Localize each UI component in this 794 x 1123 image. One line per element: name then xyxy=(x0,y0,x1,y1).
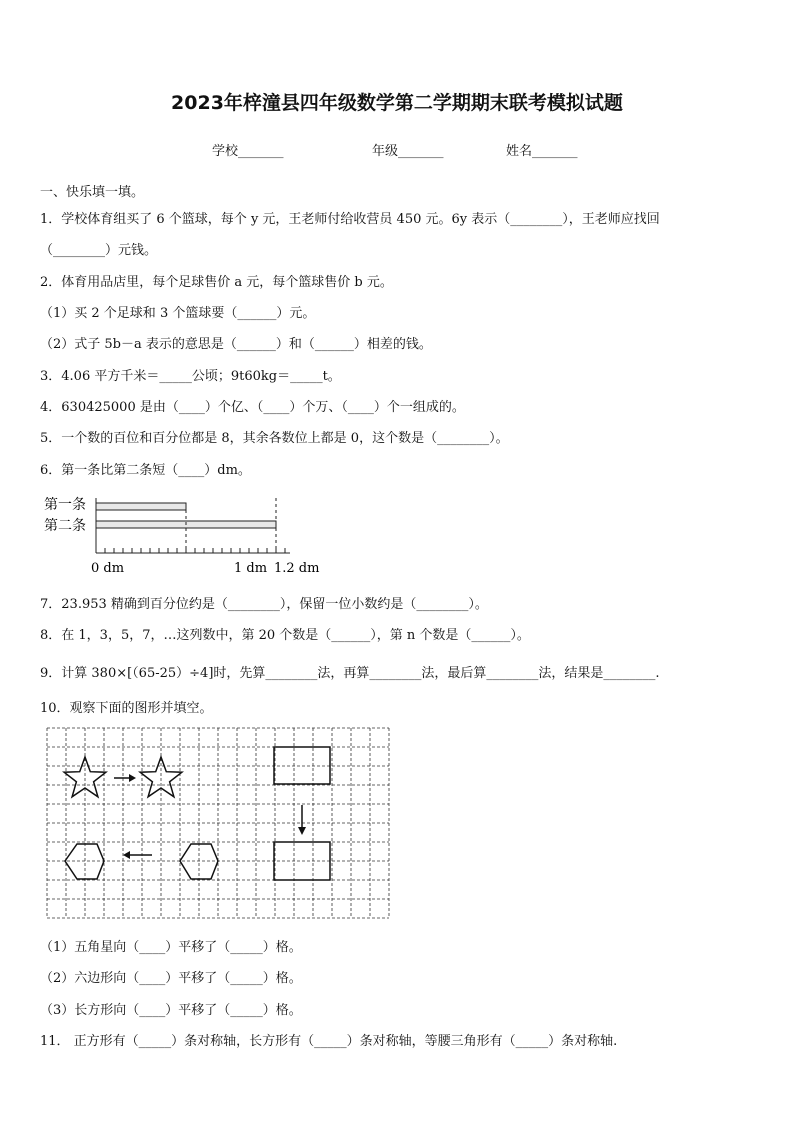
question-10-2: （2）六边形向（____）平移了（_____）格。 xyxy=(40,971,302,986)
question-5: 5．一个数的百位和百分位都是 8，其余各数位上都是 0，这个数是（________）。 xyxy=(40,431,509,446)
question-10: 10．观察下面的图形并填空。 xyxy=(40,701,213,716)
question-9: 9．计算 380×[（65-25）÷4]时，先算________法，再算________法，最后算________法，结果是________. xyxy=(40,666,660,681)
bar-comparison-figure xyxy=(40,490,340,580)
question-2-1: （1）买 2 个足球和 3 个篮球要（______）元。 xyxy=(40,306,316,321)
grade-field: 年级_______ xyxy=(372,144,444,159)
first-bar xyxy=(96,503,186,510)
label-first-bar: 第一条 xyxy=(44,497,86,513)
question-2: 2．体育用品店里，每个足球售价 a 元，每个篮球售价 b 元。 xyxy=(40,275,393,290)
rectangle-arrow-head xyxy=(298,827,306,835)
ruler-ticks xyxy=(96,548,285,553)
name-field: 姓名_______ xyxy=(506,144,578,159)
question-11: 11． 正方形有（_____）条对称轴，长方形有（_____）条对称轴，等腰三角形有（_____）条对称轴. xyxy=(40,1034,618,1049)
star-arrow-head xyxy=(129,774,136,782)
page-title: 2023年梓潼县四年级数学第二学期期末联考模拟试题 xyxy=(171,92,623,114)
question-1-line-2: （________）元钱。 xyxy=(40,243,158,258)
question-7: 7．23.953 精确到百分位约是（________），保留一位小数约是（________）。 xyxy=(40,597,488,612)
section-heading: 一、快乐填一填。 xyxy=(40,185,145,200)
question-2-2: （2）式子 5b－a 表示的意思是（______）和（______）相差的钱。 xyxy=(40,337,432,352)
question-4: 4．630425000 是由（____）个亿、（____）个万、（____）个一组成的。 xyxy=(40,400,465,415)
tick-label-1: 1 dm xyxy=(234,561,268,576)
grid-lines xyxy=(47,728,389,918)
tick-label-12: 1.2 dm xyxy=(274,561,320,576)
question-8: 8．在 1，3，5，7，…这列数中，第 20 个数是（______），第 n 个数是（______）。 xyxy=(40,628,530,643)
tick-label-0: 0 dm xyxy=(91,561,125,576)
translation-grid-figure xyxy=(46,727,390,921)
question-10-1: （1）五角星向（____）平移了（_____）格。 xyxy=(40,940,302,955)
rectangle-original xyxy=(274,747,330,784)
hexagon-moved xyxy=(65,844,104,879)
question-10-3: （3）长方形向（____）平移了（_____）格。 xyxy=(40,1003,302,1018)
question-1-line-1: 1．学校体育组买了 6 个篮球，每个 y 元，王老师付给收营员 450 元。6y 表示（________），王老师应找回 xyxy=(40,212,660,227)
question-6: 6．第一条比第二条短（____）dm。 xyxy=(40,463,251,478)
label-second-bar: 第二条 xyxy=(44,518,86,534)
school-field: 学校_______ xyxy=(212,144,284,159)
question-3: 3．4.06 平方千米＝_____公顷；9t60kg＝_____t。 xyxy=(40,369,341,384)
hexagon-arrow-head xyxy=(123,851,130,859)
